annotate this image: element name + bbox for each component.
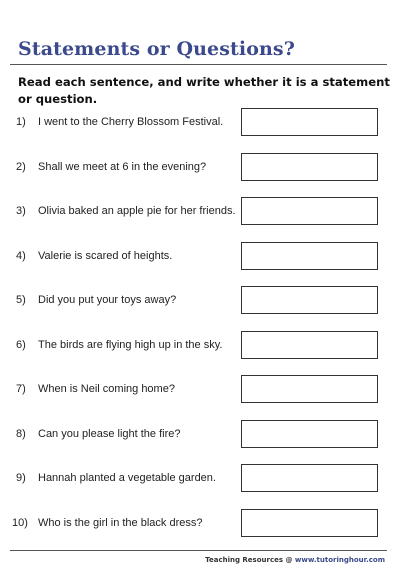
question-number: 4): [16, 249, 26, 262]
question-text: When is Neil coming home?: [38, 383, 175, 395]
answer-box-6[interactable]: [241, 331, 378, 359]
question-text: Olivia baked an apple pie for her friends.: [38, 205, 236, 217]
question-number: 8): [16, 427, 26, 440]
question-text: Who is the girl in the black dress?: [38, 516, 203, 529]
question-text: I went to the Cherry Blossom Festival.: [38, 116, 224, 128]
question-row-9: [0, 464, 405, 494]
question-row-6: [0, 331, 405, 361]
footer-prefix: Teaching Resources @: [205, 556, 295, 564]
footer-divider: [10, 550, 387, 551]
question-text: Shall we meet at 6 in the evening?: [38, 160, 207, 173]
answer-box-2[interactable]: [241, 153, 378, 181]
question-row-2: [0, 153, 405, 183]
instructions-text: Read each sentence, and write whether it is a statement or question.: [18, 75, 390, 106]
question-number: 2): [16, 160, 26, 173]
question-row-4: [0, 242, 405, 272]
answer-box-10[interactable]: [241, 509, 378, 537]
question-row-1: [0, 108, 405, 138]
question-row-10: [0, 509, 405, 539]
answer-box-8[interactable]: [241, 420, 378, 448]
question-text: Valerie is scared of heights.: [38, 249, 173, 262]
question-number: 10): [12, 516, 28, 529]
question-text: Can you please light the fire?: [38, 427, 181, 440]
question-text: Did you put your toys away?: [38, 294, 177, 306]
question-number: 5): [16, 294, 26, 306]
question-number: 6): [16, 338, 26, 351]
answer-box-3[interactable]: [241, 197, 378, 225]
question-row-8: [0, 420, 405, 450]
footer-credit: [205, 556, 385, 564]
question-row-7: [0, 375, 405, 405]
question-row-5: [0, 286, 405, 316]
answer-box-5[interactable]: [241, 286, 378, 314]
footer-site-link[interactable]: www.tutoringhour.com: [294, 556, 385, 564]
question-row-3: [0, 197, 405, 227]
question-number: 9): [16, 472, 26, 484]
question-number: 1): [16, 116, 26, 128]
answer-box-7[interactable]: [241, 375, 378, 403]
answer-box-4[interactable]: [241, 242, 378, 270]
question-number: 3): [16, 205, 26, 217]
question-text: The birds are flying high up in the sky.: [38, 338, 223, 351]
answer-box-9[interactable]: [241, 464, 378, 492]
question-text: Hannah planted a vegetable garden.: [38, 472, 216, 484]
answer-box-1[interactable]: [241, 108, 378, 136]
question-number: 7): [16, 383, 26, 395]
page-title: Statements or Questions?: [18, 38, 295, 60]
